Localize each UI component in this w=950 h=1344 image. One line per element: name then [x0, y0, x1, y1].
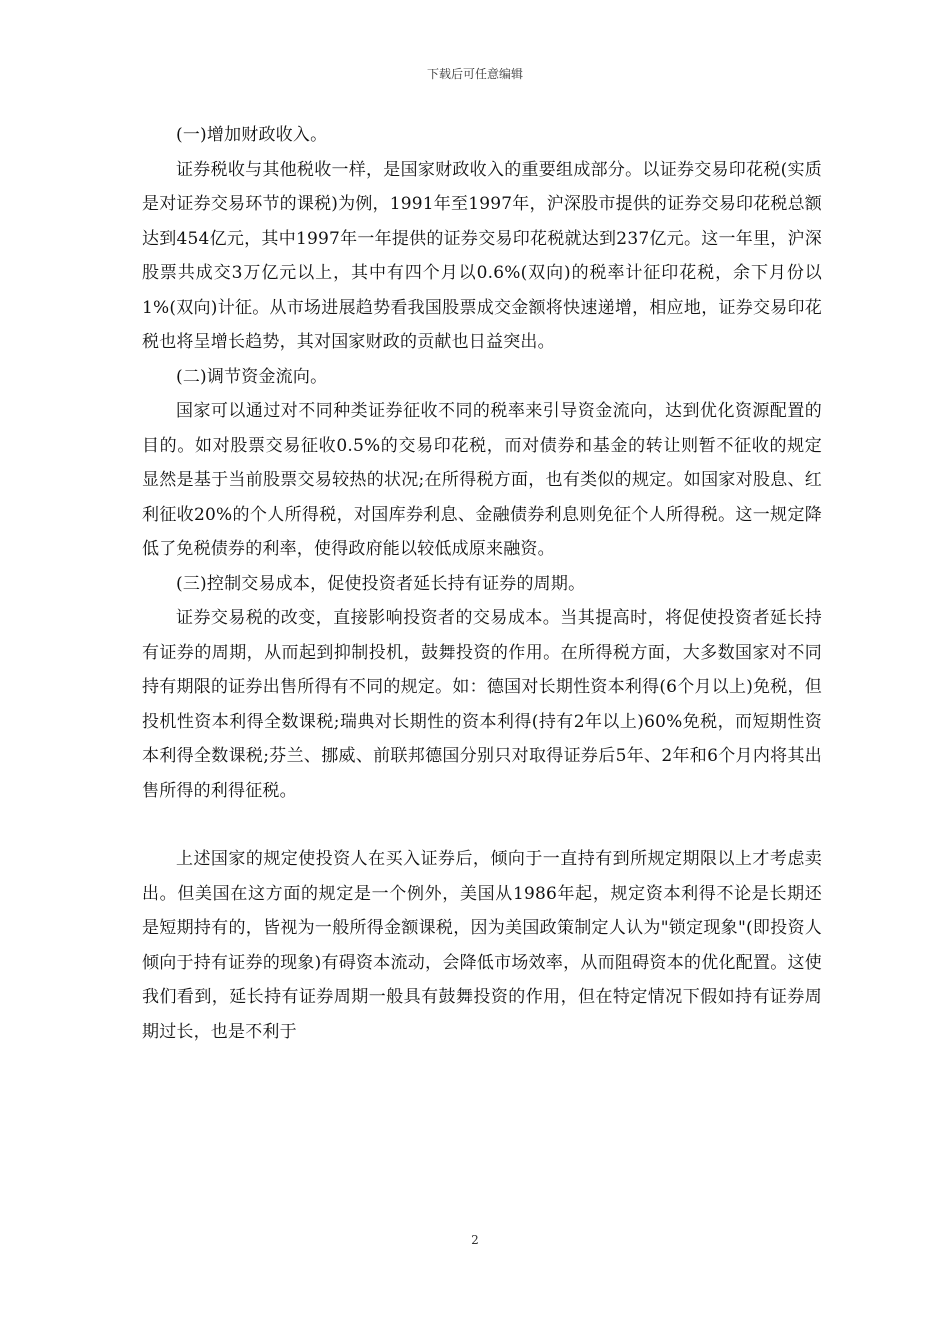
- paragraph-1: 证券税收与其他税收一样，是国家财政收入的重要组成部分。以证券交易印花税(实质是对证券交易环节的课税)为例，1991年至1997年，沪深股市提供的证券交易印花税总额达到454亿元，其中1997年一年提供的证券交易印花税就达到237亿元。这一年里，沪深股票共成交3万亿元以上，其中有四个月以0.6%(双向)的税率计征印花税，余下月份以1%(双向)计征。从市场进展趋势看我国股票成交金额将快速递增，相应地，证券交易印花税也将呈增长趋势，其对国家财政的贡献也日益突出。: [142, 159, 822, 352]
- section-heading-3: (三)控制交易成本，促使投资者延长持有证券的周期。: [176, 573, 586, 594]
- document-body: [142, 118, 822, 1049]
- section-heading-2: (二)调节资金流向。: [176, 366, 328, 387]
- paragraph-2: 国家可以通过对不同种类证券征收不同的税率来引导资金流向，达到优化资源配置的目的。如对股票交易征收0.5%的交易印花税，而对债券和基金的转让则暂不征收的规定显然是基于当前股票交易较热的状况;在所得税方面，也有类似的规定。如国家对股息、红利征收20%的个人所得税，对国库券利息、金融债券利息则免征个人所得税。这一规定降低了免税债券的利率，使得政府能以较低成原来融资。: [142, 401, 822, 559]
- page-header: 下载后可任意编辑: [426, 67, 523, 81]
- paragraph-4: 上述国家的规定使投资人在买入证券后，倾向于一直持有到所规定期限以上才考虑卖出。但美国在这方面的规定是一个例外，美国从1986年起，规定资本利得不论是长期还是短期持有的，皆视为一般所得金额课税，因为美国政策制定人认为"锁定现象"(即投资人倾向于持有证券的现象)有碍资本流动，会降低市场效率，从而阻碍资本的优化配置。这使我们看到，延长持有证券周期一般具有鼓舞投资的作用，但在特定情况下假如持有证券周期过长，也是不利于: [142, 849, 822, 1042]
- page-number: 2: [471, 1233, 479, 1247]
- section-heading-1: (一)增加财政收入。: [176, 125, 328, 145]
- paragraph-3: 证券交易税的改变，直接影响投资者的交易成本。当其提高时，将促使投资者延长持有证券的周期，从而起到抑制投机，鼓舞投资的作用。在所得税方面，大多数国家对不同持有期限的证券出售所得有不同的规定。如：德国对长期性资本利得(6个月以上)免税，但投机性资本利得全数课税;瑞典对长期性的资本利得(持有2年以上)60%免税，而短期性资本利得全数课税;芬兰、挪威、前联邦德国分别只对取得证券后5年、2年和6个月内将其出售所得的利得征税。: [142, 608, 822, 801]
